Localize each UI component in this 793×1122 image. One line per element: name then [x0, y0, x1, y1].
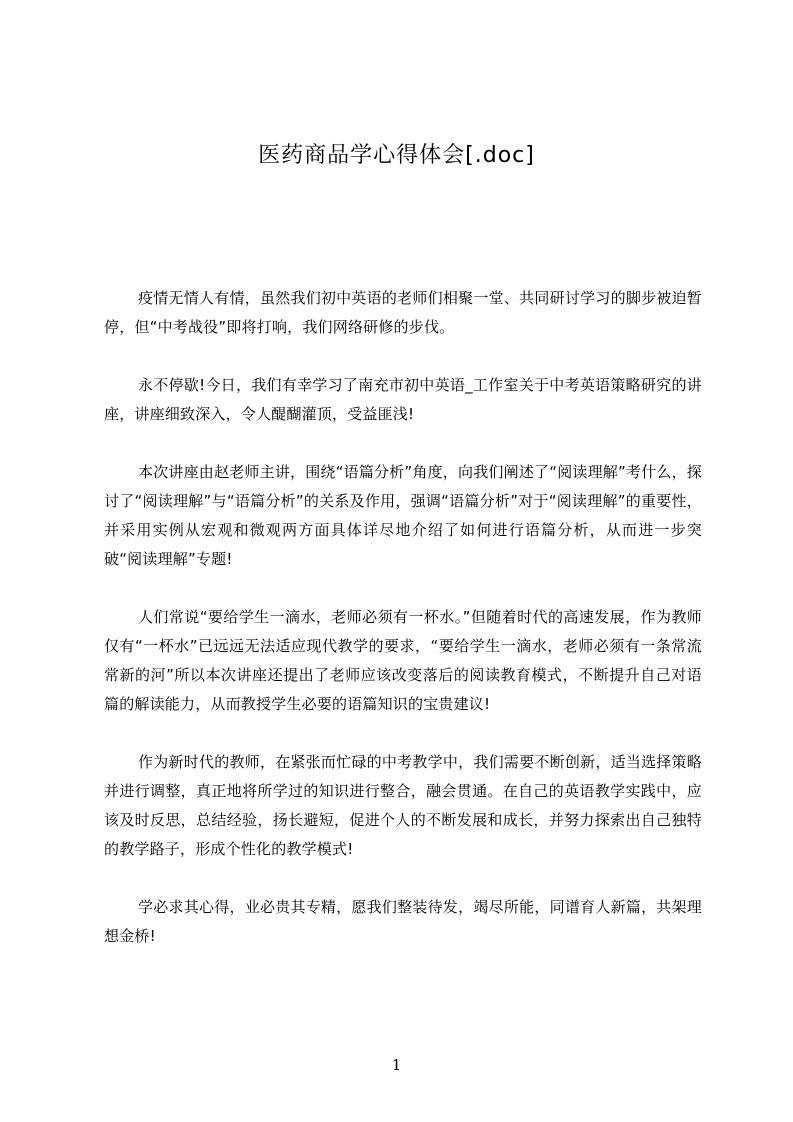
document-body: [104, 284, 702, 980]
paragraph-4: 人们常说“要给学生一滴水，老师必须有一杯水。”但随着时代的高速发展，作为教师仅有“一杯水”已远远无法适应现代教学的要求，“要给学生一滴水，老师必须有一条常流常新的河”所以本次讲座还提出了老师应该改变落后的阅读教育模式，不断提升自己对语篇的解读能力，从而教授学生必要的语篇知识的宝贵建议!: [104, 608, 702, 713]
paragraph-3: 本次讲座由赵老师主讲，围绕“语篇分析”角度，向我们阐述了“阅读理解”考什么，探讨了“阅读理解”与“语篇分析”的关系及作用，强调“语篇分析”对于“阅读理解”的重要性，并采用实例从宏观和微观两方面具体详尽地介绍了如何进行语篇分析，从而进一步突破“阅读理解”专题!: [104, 463, 702, 568]
paragraph-2: 永不停歇!今日，我们有幸学习了南充市初中英语_工作室关于中考英语策略研究的讲座，讲座细致深入，令人醍醐灌顶，受益匪浅!: [104, 376, 702, 423]
paragraph-5: 作为新时代的教师，在紧张而忙碌的中考教学中，我们需要不断创新，适当选择策略并进行调整，真正地将所学过的知识进行整合，融会贯通。在自己的英语教学实践中，应该及时反思，总结经验，扬长避短，促进个人的不断发展和成长，并努力探索出自己独特的教学路子，形成个性化的教学模式!: [104, 753, 702, 858]
paragraph-1: 疫情无情人有情，虽然我们初中英语的老师们相聚一堂、共同研讨学习的脚步被迫暂停，但“中考战役”即将打响，我们网络研修的步伐。: [104, 289, 702, 336]
paragraph-6: 学必求其心得，业必贵其专精，愿我们整装待发，竭尽所能，同谱育人新篇，共架理想金桥!: [104, 898, 702, 945]
page-number: 1: [391, 1056, 402, 1074]
document-title: 医药商品学心得体会[.doc]: [258, 143, 535, 168]
